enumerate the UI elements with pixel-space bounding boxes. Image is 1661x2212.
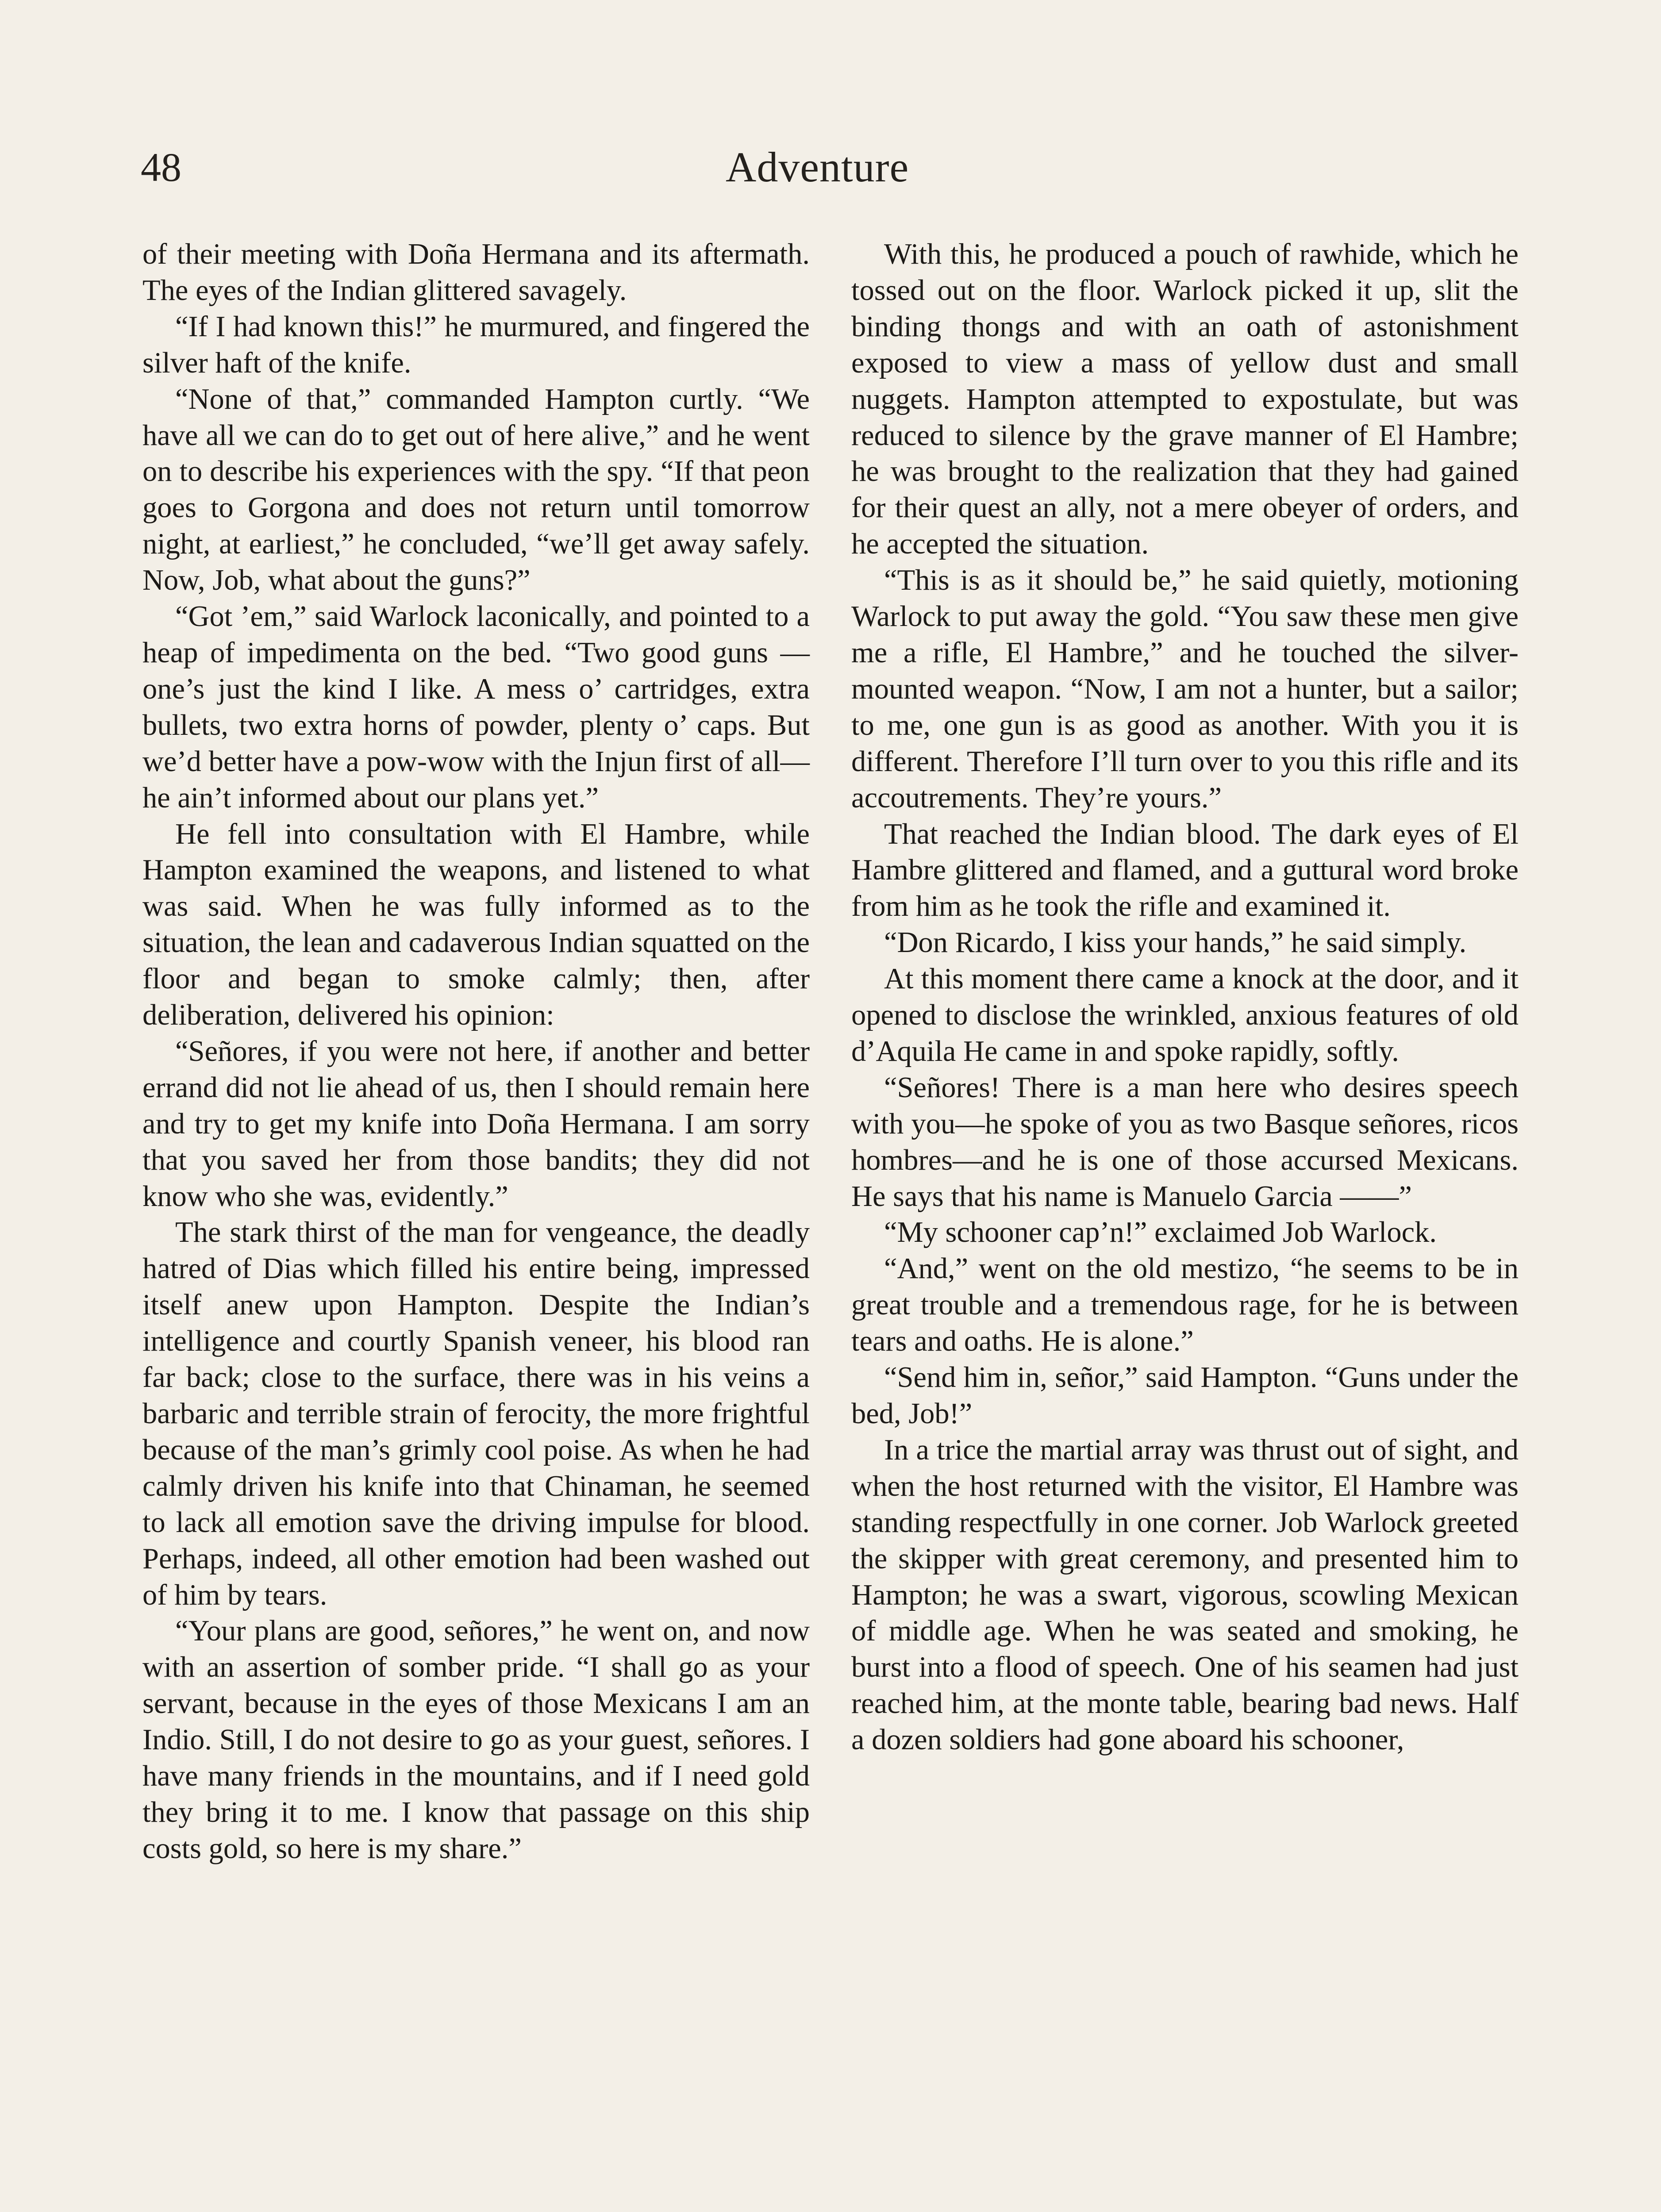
- paragraph: He fell into consultation with El Hambre, while Hampton examined the weapons, and listened to what was said. When he was fully informed as to the situation, the lean and cadaverous Indian squatted on the floor and began to smoke calmly; then, after deliberation, delivered his opinion:: [142, 818, 810, 1032]
- paragraph: That reached the Indian blood. The dark eyes of El Hambre glittered and flamed, and a guttural word broke from him as he took the rifle and examined it.: [851, 818, 1519, 923]
- page-number: 48: [141, 145, 181, 190]
- paragraph: At this moment there came a knock at the door, and it opened to disclose the wrinkled, anxious features of old d’Aquila He came in and spoke rapidly, softly.: [851, 963, 1519, 1068]
- paragraph: “Señores! There is a man here who desires speech with you—he spoke of you as two Basque señores, ricos hombres—and he is one of those accursed Mexicans. He says that his name is Manuelo Garcia ——”: [851, 1071, 1519, 1213]
- right-column: [851, 236, 1519, 1758]
- paragraph: In a trice the martial array was thrust out of sight, and when the host returned with the visitor, El Hambre was standing respectfully in one corner. Job Warlock greeted the skipper with great ceremony, and presented him to Hampton; he was a swart, vigorous, scowling Mexican of middle age. When he was seated and smoking, he burst into a flood of speech. One of his seamen had just reached him, at the monte table, bearing bad news. Half a dozen soldiers had gone aboard his schooner,: [851, 1433, 1519, 1756]
- paragraph: “And,” went on the old mestizo, “he seems to be in great trouble and a tremendous rage, for he is between tears and oaths. He is alone.”: [851, 1252, 1519, 1358]
- paragraph: “None of that,” commanded Hampton curtly. “We have all we can do to get out of here alive,” and he went on to describe his experiences with the spy. “If that peon goes to Gorgona and does not return until tomorrow night, at earliest,” he concluded, “we’ll get away safely. Now, Job, what about the guns?”: [142, 383, 810, 597]
- paragraph: The stark thirst of the man for vengeance, the deadly hatred of Dias which filled his entire being, impressed itself anew upon Hampton. Despite the Indian’s intelligence and courtly Spanish veneer, his blood ran far back; close to the surface, there was in his veins a barbaric and terrible strain of ferocity, the more frightful because of the man’s grimly cool poise. As when he had calmly driven his knife into that Chinaman, he seemed to lack all emotion save the driving impulse for blood. Perhaps, indeed, all other emotion had been washed out of him by tears.: [142, 1216, 810, 1611]
- paragraph: “Don Ricardo, I kiss your hands,” he said simply.: [884, 926, 1467, 959]
- paragraph: “Send him in, señor,” said Hampton. “Guns under the bed, Job!”: [851, 1361, 1519, 1430]
- paragraph: With this, he produced a pouch of rawhide, which he tossed out on the floor. Warlock picked it up, slit the binding thongs and with an oath of astonishment exposed to view a mass of yellow dust and small nuggets. Hampton attempted to expostulate, but was reduced to silence by the grave manner of El Hambre; he was brought to the realization that they had gained for their quest an ally, not a mere obeyer of orders, and he accepted the situation.: [851, 238, 1519, 561]
- left-column: [142, 236, 810, 1867]
- paragraph: of their meeting with Doña Hermana and its aftermath. The eyes of the Indian glittered savagely.: [142, 238, 810, 307]
- paragraph: “Your plans are good, señores,” he went on, and now with an assertion of somber pride. “I shall go as your servant, because in the eyes of those Mexicans I am an Indio. Still, I do not desire to go as your guest, señores. I have many friends in the mountains, and if I need gold they bring it to me. I know that passage on this ship costs gold, so here is my share.”: [142, 1615, 810, 1865]
- paragraph: “This is as it should be,” he said quietly, motioning Warlock to put away the gold. “You saw these men give me a rifle, El Hambre,” and he touched the silver-mounted weapon. “Now, I am not a hunter, but a sailor; to me, one gun is as good as another. With you it is different. Therefore I’ll turn over to you this rifle and its accoutrements. They’re yours.”: [851, 564, 1519, 814]
- paragraph: “My schooner cap’n!” exclaimed Job Warlock.: [884, 1216, 1437, 1249]
- paragraph: “Señores, if you were not here, if another and better errand did not lie ahead of us, then I should remain here and try to get my knife into Doña Hermana. I am sorry that you saved her from those bandits; they did not know who she was, evidently.”: [142, 1035, 810, 1213]
- running-title: Adventure: [726, 143, 909, 191]
- page-header: [0, 141, 1661, 198]
- paragraph: “Got ’em,” said Warlock laconically, and pointed to a heap of impedimenta on the bed. “Two good guns — one’s just the kind I like. A mess o’ cartridges, extra bullets, two extra horns of powder, plenty o’ caps. But we’d better have a pow-wow with the Injun first of all—he ain’t informed about our plans yet.”: [142, 600, 810, 814]
- paragraph: “If I had known this!” he murmured, and fingered the silver haft of the knife.: [142, 310, 810, 379]
